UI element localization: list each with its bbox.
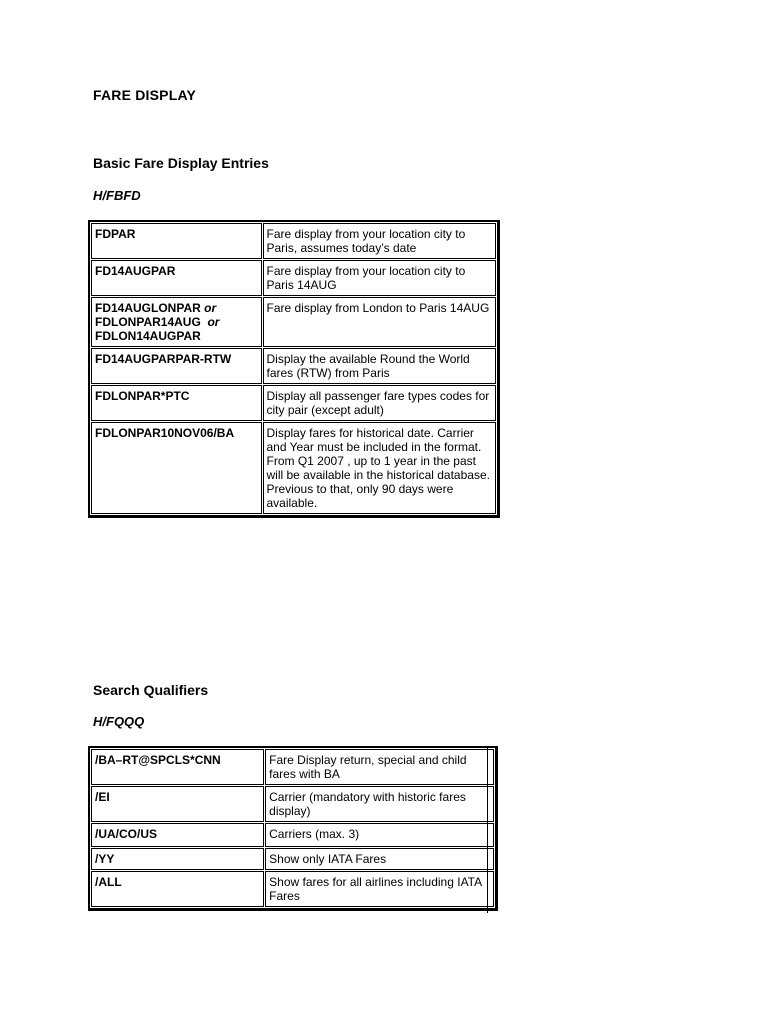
description-cell: Show only IATA Fares <box>265 848 494 870</box>
table-row <box>91 848 494 870</box>
command-cell: FD14AUGPAR <box>91 260 262 296</box>
command-cell <box>91 297 262 347</box>
command-cell: /YY <box>91 848 264 870</box>
page-title: FARE DISPLAY <box>93 87 197 103</box>
table-row <box>91 422 496 514</box>
basic-fare-display-table <box>88 220 500 518</box>
table-row <box>91 297 496 347</box>
description-cell: Fare display from your location city to Paris, assumes today’s date <box>263 223 497 259</box>
table-row <box>91 749 494 785</box>
table-row <box>91 786 494 822</box>
table-row <box>91 260 496 296</box>
table-extra-column-line <box>487 748 488 913</box>
table-row <box>91 385 496 421</box>
description-cell: Display fares for historical date. Carrier and Year must be included in the format. From Q1 2007 , up to 1 year in the past will be available in the historical database. Previous to that, only 90 days were available. <box>263 422 497 514</box>
command-variant: FD14AUGLONPAR <box>95 301 201 315</box>
description-cell: Carrier (mandatory with historic fares display) <box>265 786 494 822</box>
command-cell: /UA/CO/US <box>91 823 264 847</box>
command-cell: FDLONPAR10NOV06/BA <box>91 422 262 514</box>
command-variant: FDLON14AUGPAR <box>95 329 201 343</box>
help-reference-fqqq: H/FQQQ <box>93 714 145 729</box>
section-heading-basic-fare-display: Basic Fare Display Entries <box>93 155 269 171</box>
table-row <box>91 223 496 259</box>
command-cell: FDLONPAR*PTC <box>91 385 262 421</box>
search-qualifiers-table <box>88 746 498 911</box>
command-variant: FDLONPAR14AUG <box>95 315 201 329</box>
command-cell: FDPAR <box>91 223 262 259</box>
help-reference-fbfd: H/FBFD <box>93 188 141 203</box>
or-connector: or <box>207 315 220 329</box>
table-row <box>91 823 494 847</box>
command-cell: /ALL <box>91 871 264 907</box>
description-cell: Fare display from your location city to Paris 14AUG <box>263 260 497 296</box>
description-cell: Display the available Round the World fares (RTW) from Paris <box>263 348 497 384</box>
command-cell: /BA–RT@SPCLS*CNN <box>91 749 264 785</box>
command-cell: /EI <box>91 786 264 822</box>
table-row <box>91 871 494 907</box>
description-cell: Display all passenger fare types codes for city pair (except adult) <box>263 385 497 421</box>
description-cell: Fare Display return, special and child fares with BA <box>265 749 494 785</box>
section-heading-search-qualifiers: Search Qualifiers <box>93 682 209 698</box>
table-row <box>91 348 496 384</box>
description-cell: Show fares for all airlines including IATA Fares <box>265 871 494 907</box>
description-cell: Fare display from London to Paris 14AUG <box>263 297 497 347</box>
description-cell: Carriers (max. 3) <box>265 823 494 847</box>
command-cell: FD14AUGPARPAR-RTW <box>91 348 262 384</box>
or-connector: or <box>204 301 217 315</box>
